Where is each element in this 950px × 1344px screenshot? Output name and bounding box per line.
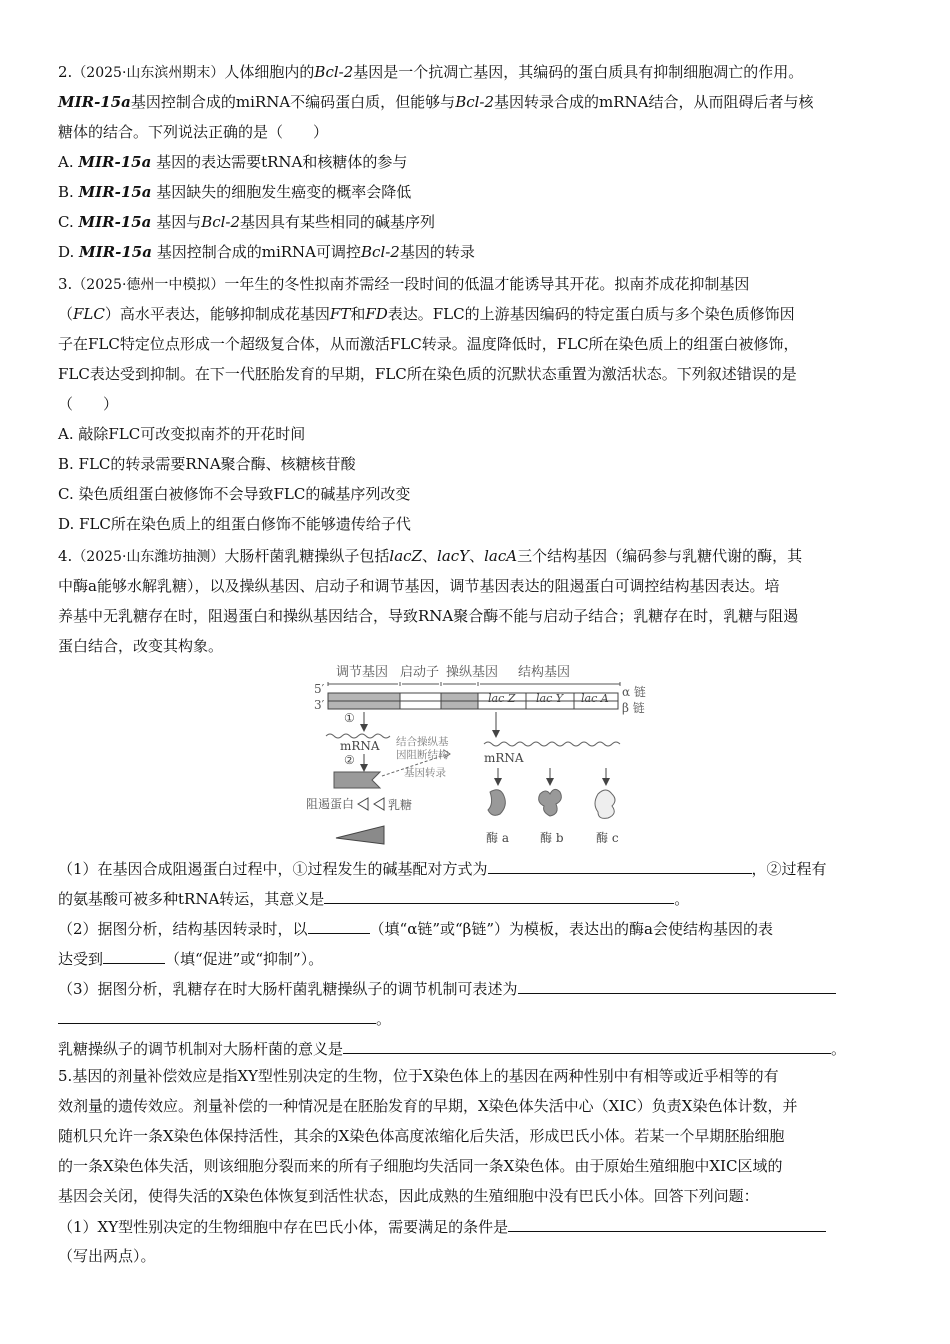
step-2-marker: ② — [344, 753, 355, 767]
mrna-wave-right — [484, 742, 620, 746]
label-enzyme-a: 酶 a — [486, 831, 509, 845]
label-lacY: lac Y — [536, 692, 563, 705]
question-source: （2025·山东潍坊抽测） — [72, 549, 225, 565]
enzyme-b-shape — [539, 789, 562, 816]
label-lacZ: lac Z — [488, 692, 516, 705]
label-5prime: 5′ — [314, 682, 325, 696]
label-lactose: 乳糖 — [388, 798, 413, 812]
lactose-shape-1 — [358, 798, 368, 810]
question-source: （2025·山东滨州期末） — [72, 65, 225, 81]
q5-line-3: 随机只允许一条X染色体保持活性，其余的X染色体高度浓缩化后失活，形成巴氏小体。若某一个早期胚胎细胞 — [58, 1127, 785, 1145]
label-mrna-left: mRNA — [340, 739, 380, 753]
label-repressor: 阻遏蛋白 — [306, 797, 355, 811]
enzyme-c-shape — [595, 790, 615, 818]
answer-blank[interactable] — [103, 948, 165, 964]
label-enzyme-b: 酶 b — [540, 831, 564, 845]
q5-sub1-line-2: （写出两点）。 — [58, 1247, 156, 1265]
label-lacA: lac A — [581, 692, 609, 705]
q5-line-5: 基因会关闭，使得失活的X染色体恢复到活性状态，因此成熟的生殖细胞中没有巴氏小体。回答下列问题： — [58, 1187, 759, 1205]
label-beta-chain: β 链 — [622, 701, 645, 715]
step-1-marker: ① — [344, 711, 355, 725]
question-source: （2025·德州一中模拟） — [72, 277, 225, 293]
mrna-wave-left — [326, 734, 390, 738]
q5-sub1-line-1: （1）XY型性别决定的生物细胞中存在巴氏小体，需要满足的条件是 — [58, 1216, 898, 1237]
q4-line-3: 养基中无乳糖存在时，阻遏蛋白和操纵基因结合，导致RNA聚合酶不能与启动子结合；乳糖存在时，乳糖与阻遏 — [58, 607, 799, 625]
inactive-repressor-shape — [336, 826, 384, 844]
question-number: 5. — [58, 1067, 73, 1085]
note-line-2: 因阻断结构 — [396, 749, 449, 761]
q2-option-c[interactable]: C. MIR-15a 基因与Bcl-2基因具有某些相同的碱基序列 — [58, 213, 436, 231]
q3-line-5: （ ） — [58, 395, 119, 413]
q4-sub1-line-2: 的氨基酸可被多种tRNA转运，其意义是 。 — [58, 890, 690, 908]
answer-blank[interactable] — [508, 1216, 826, 1232]
repressor-protein-shape — [334, 772, 380, 788]
q3-line-1: 3.（2025·德州一中模拟）一年生的冬性拟南芥需经一段时间的低温才能诱导其开花。拟南芥成花抑制基因 — [58, 275, 750, 293]
q5-line-1: 5.基因的剂量补偿效应是指XY型性别决定的生物，位于X染色体上的基因在两种性别中有相等或近乎相等的有 — [58, 1067, 779, 1085]
note-line-3: 基因转录 — [404, 767, 446, 779]
q4-sub2-line-1: （2）据图分析，结构基因转录时，以 （填“α链”或“β链”）为模板，表达出的酶a会使结构基因的表 — [58, 920, 773, 938]
q3-line-3: 子在FLC特定位点形成一个超级复合体，从而激活FLC转录。温度降低时，FLC所在染色质上的组蛋白被修饰， — [58, 335, 799, 353]
label-promoter: 启动子 — [400, 665, 440, 680]
question-number: 3. — [58, 275, 73, 293]
q2-option-b[interactable]: B. MIR-15a 基因缺失的细胞发生癌变的概率会降低 — [58, 183, 412, 201]
label-enzyme-c: 酶 c — [596, 831, 619, 845]
q4-sub2-line-2: 达受到 （填“促进”或“抑制”）。 — [58, 950, 324, 968]
q4-sub3-line-3: 乳糖操纵子的调节机制对大肠杆菌的意义是 。 — [58, 1040, 847, 1058]
q4-line-2: 中酶a能够水解乳糖），以及操纵基因、启动子和调节基因，调节基因表达的阻遏蛋白可调控结构基因表达。培 — [58, 577, 780, 595]
answer-blank[interactable] — [58, 1008, 376, 1024]
q4-line-4: 蛋白结合，改变其构象。 — [58, 637, 224, 655]
lactose-shape-2 — [374, 798, 384, 810]
note-line-1: 结合操纵基 — [396, 736, 449, 748]
q2-option-d[interactable]: D. MIR-15a 基因控制合成的miRNA可调控Bcl-2基因的转录 — [58, 243, 475, 261]
label-regulatory-gene: 调节基因 — [336, 665, 389, 680]
q3-option-c[interactable]: C. 染色质组蛋白被修饰不会导致FLC的碱基序列改变 — [58, 485, 411, 503]
q4-sub1-line-1: （1）在基因合成阻遏蛋白过程中，①过程发生的碱基配对方式为 ，②过程有 — [58, 860, 827, 878]
q3-line-2: （FLC）高水平表达，能够抑制成花基因FT和FD表达。FLC的上游基因编码的特定蛋白质与多个染色质修饰因 — [58, 305, 795, 323]
q3-option-a[interactable]: A. 敲除FLC可改变拟南芥的开花时间 — [58, 425, 306, 443]
q5-line-4: 的一条X染色体失活，则该细胞分裂而来的所有子细胞均失活同一条X染色体。由于原始生殖细胞中XIC区域的 — [58, 1157, 783, 1175]
question-number: 2. — [58, 63, 73, 81]
q3-option-d[interactable]: D. FLC所在染色质上的组蛋白修饰不能够遗传给子代 — [58, 515, 411, 533]
answer-blank[interactable] — [324, 888, 674, 904]
lac-operon-diagram — [300, 662, 660, 850]
q4-sub3-line-2: 。 — [58, 1008, 898, 1029]
q2-line-3: 糖体的结合。下列说法正确的是（ ） — [58, 123, 329, 141]
label-alpha-chain: α 链 — [622, 685, 646, 699]
q4-line-1: 4.（2025·山东潍坊抽测）大肠杆菌乳糖操纵子包括lacZ、lacY、lacA三个结构基因（编码参与乳糖代谢的酶，其 — [58, 547, 803, 565]
q2-line-1: 2.（2025·山东滨州期末）人体细胞内的Bcl-2基因是一个抗凋亡基因，其编码的蛋白质具有抑制细胞凋亡的作用。 — [58, 63, 804, 81]
q3-line-4: FLC表达受到抑制。在下一代胚胎发育的早期，FLC所在染色质的沉默状态重置为激活状态。下列叙述错误的是 — [58, 365, 797, 383]
label-structural-genes: 结构基因 — [518, 665, 571, 680]
answer-blank[interactable] — [488, 858, 752, 874]
label-mrna-right: mRNA — [484, 751, 524, 765]
answer-blank[interactable] — [343, 1038, 831, 1054]
q2-line-2: MIR-15a基因控制合成的miRNA不编码蛋白质，但能够与Bcl-2基因转录合成的mRNA结合，从而阻碍后者与核 — [58, 93, 814, 111]
q2-option-a[interactable]: A. MIR-15a 基因的表达需要tRNA和核糖体的参与 — [58, 153, 408, 171]
q3-option-b[interactable]: B. FLC的转录需要RNA聚合酶、核糖核苷酸 — [58, 455, 356, 473]
q5-line-2: 效剂量的遗传效应。剂量补偿的一种情况是在胚胎发育的早期，X染色体失活中心（XIC）负责X染色体计数，并 — [58, 1097, 798, 1115]
label-3prime: 3′ — [314, 698, 325, 712]
question-number: 4. — [58, 547, 73, 565]
answer-blank[interactable] — [308, 918, 370, 934]
answer-blank[interactable] — [518, 978, 836, 994]
enzyme-a-shape — [488, 790, 505, 816]
q4-sub3-line-1: （3）据图分析，乳糖存在时大肠杆菌乳糖操纵子的调节机制可表述为 — [58, 978, 898, 999]
label-operator: 操纵基因 — [446, 665, 499, 680]
